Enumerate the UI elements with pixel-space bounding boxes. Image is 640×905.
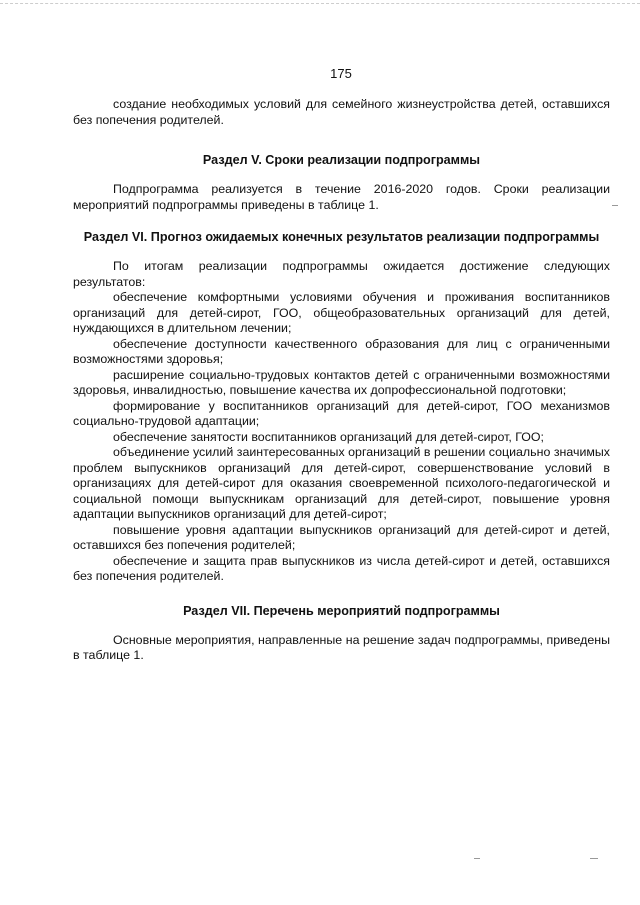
result-item: обеспечение доступности качественного образования для лиц с ограниченными возможностями здоровья; (73, 336, 610, 366)
result-item: объединение усилий заинтересованных организаций в решении социально значимых проблем выпускников организаций для детей-сирот, совершенствование условий в организациях для детей-сирот для оказания своевременной психолого-педагогической и социальной помощи выпускникам организаций для детей-сирот, повышение уровня адаптации выпускников организаций для детей-сирот; (73, 445, 610, 521)
result-item: обеспечение и защита прав выпускников из числа детей-сирот и детей, оставшихся без попечения родителей. (73, 553, 610, 583)
result-item: повышение уровня адаптации выпускников организаций для детей-сирот и детей, оставшихся без попечения родителей; (73, 522, 610, 552)
section-6-heading: Раздел VI. Прогноз ожидаемых конечных результатов реализации подпрограммы (83, 230, 600, 244)
document-body (73, 97, 610, 664)
result-item: обеспечение комфортными условиями обучения и проживания воспитанников организаций для детей-сирот, ГОО, общеобразовательных организаций для детей, нуждающихся в длительном лечении; (73, 290, 610, 335)
scan-edge-line (0, 3, 640, 5)
section-5-heading: Раздел V. Сроки реализации подпрограммы (202, 153, 481, 167)
section-7-paragraph: Основные мероприятия, направленные на решение задач подпрограммы, приведены в таблице 1. (73, 632, 610, 662)
page-number: 175 (330, 66, 352, 81)
scan-mark (590, 858, 598, 859)
result-item: обеспечение занятости воспитанников организаций для детей-сирот, ГОО; (113, 429, 545, 444)
intro-paragraph: создание необходимых условий для семейного жизнеустройства детей, оставшихся без попечения родителей. (73, 97, 610, 127)
section-5-paragraph: Подпрограмма реализуется в течение 2016-2020 годов. Сроки реализации мероприятий подпрограммы приведены в таблице 1. (73, 182, 610, 212)
scan-mark (612, 205, 618, 206)
section-7-heading: Раздел VII. Перечень мероприятий подпрограммы (183, 603, 500, 618)
result-item: формирование у воспитанников организаций для детей-сирот, ГОО механизмов социально-трудовой адаптации; (73, 398, 610, 428)
result-item: расширение социально-трудовых контактов детей с ограниченными возможностями здоровья, инвалидностью, повышение качества их допрофессиональной подготовки; (73, 367, 610, 397)
section-6-lead: По итогам реализации подпрограммы ожидается достижение следующих результатов: (73, 259, 610, 289)
scan-mark (474, 858, 480, 859)
